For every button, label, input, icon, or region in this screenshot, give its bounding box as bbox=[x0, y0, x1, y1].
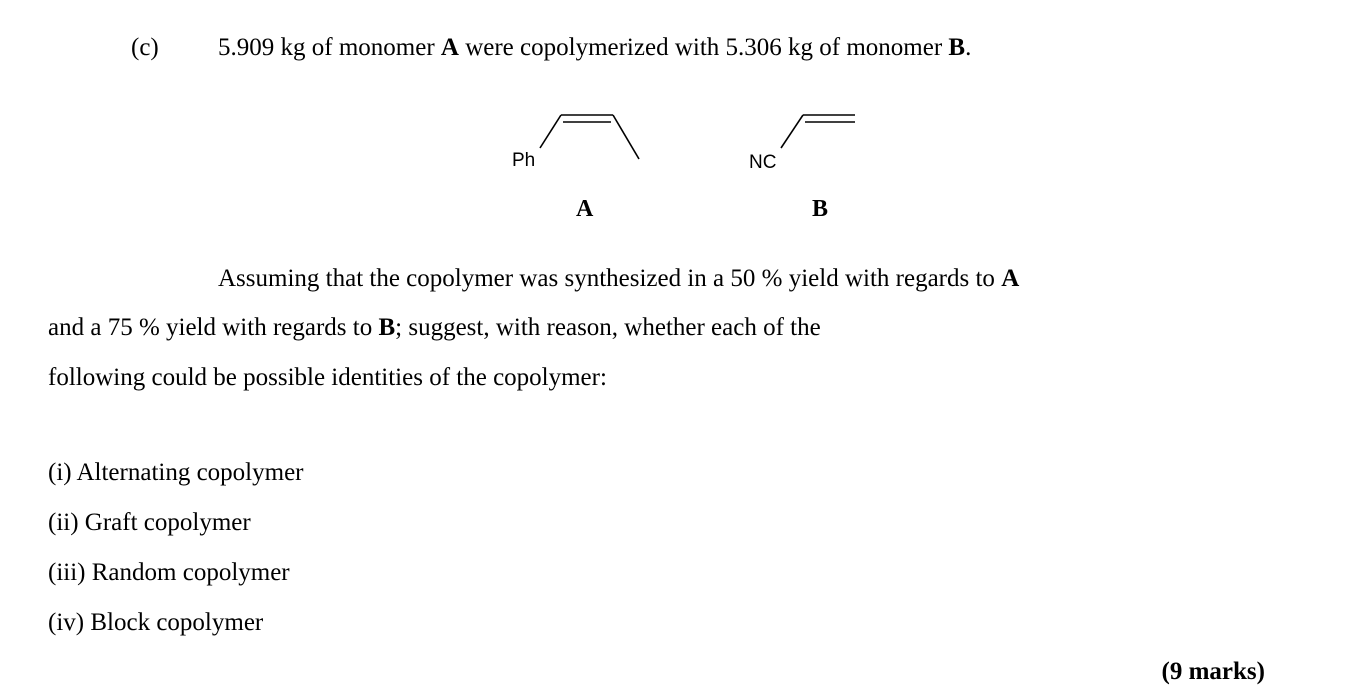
option-number: (iii) bbox=[48, 559, 86, 586]
option-number: (i) bbox=[48, 459, 72, 486]
paragraph-line-1 bbox=[218, 266, 1019, 291]
statement-monomer-a: A bbox=[440, 34, 459, 61]
option-item-block bbox=[48, 610, 263, 635]
statement-text-2: were copolymerized with 5.306 kg of monomer bbox=[458, 34, 949, 61]
paragraph-monomer-a: A bbox=[1001, 265, 1020, 292]
structure-a-caption: A bbox=[576, 196, 594, 222]
paragraph-line-2-text-1: and a 75 % yield with regards to bbox=[48, 314, 379, 341]
structure-a bbox=[540, 115, 639, 159]
paragraph-line-2-text-2: ; suggest, with reason, whether each of the bbox=[395, 314, 821, 341]
option-item-graft bbox=[48, 510, 251, 535]
marks-label: (9 marks) bbox=[1161, 658, 1265, 685]
statement-text-3: . bbox=[965, 34, 972, 61]
statement-monomer-b: B bbox=[948, 34, 966, 61]
paragraph-line-1-text: Assuming that the copolymer was synthesized in a 50 % yield with regards to bbox=[218, 265, 1002, 292]
structure-b-substituent: NC bbox=[749, 152, 777, 173]
question-part-label: (c) bbox=[131, 34, 159, 61]
option-label: Block copolymer bbox=[90, 609, 264, 636]
structure-a-substituent: Ph bbox=[512, 150, 536, 171]
option-item-random bbox=[48, 560, 290, 585]
option-item-alternating bbox=[48, 460, 304, 485]
option-label: Random copolymer bbox=[91, 559, 290, 586]
structure-b-caption: B bbox=[812, 196, 829, 222]
statement-text-1: 5.909 kg of monomer bbox=[218, 34, 441, 61]
paragraph-line-2 bbox=[48, 315, 821, 340]
option-label: Alternating copolymer bbox=[76, 459, 304, 486]
option-number: (ii) bbox=[48, 509, 79, 536]
paragraph-line-3: following could be possible identities of the copolymer: bbox=[48, 364, 607, 391]
structure-b bbox=[781, 115, 855, 148]
paragraph-monomer-b: B bbox=[378, 314, 396, 341]
option-number: (iv) bbox=[48, 609, 85, 636]
option-label: Graft copolymer bbox=[84, 509, 251, 536]
